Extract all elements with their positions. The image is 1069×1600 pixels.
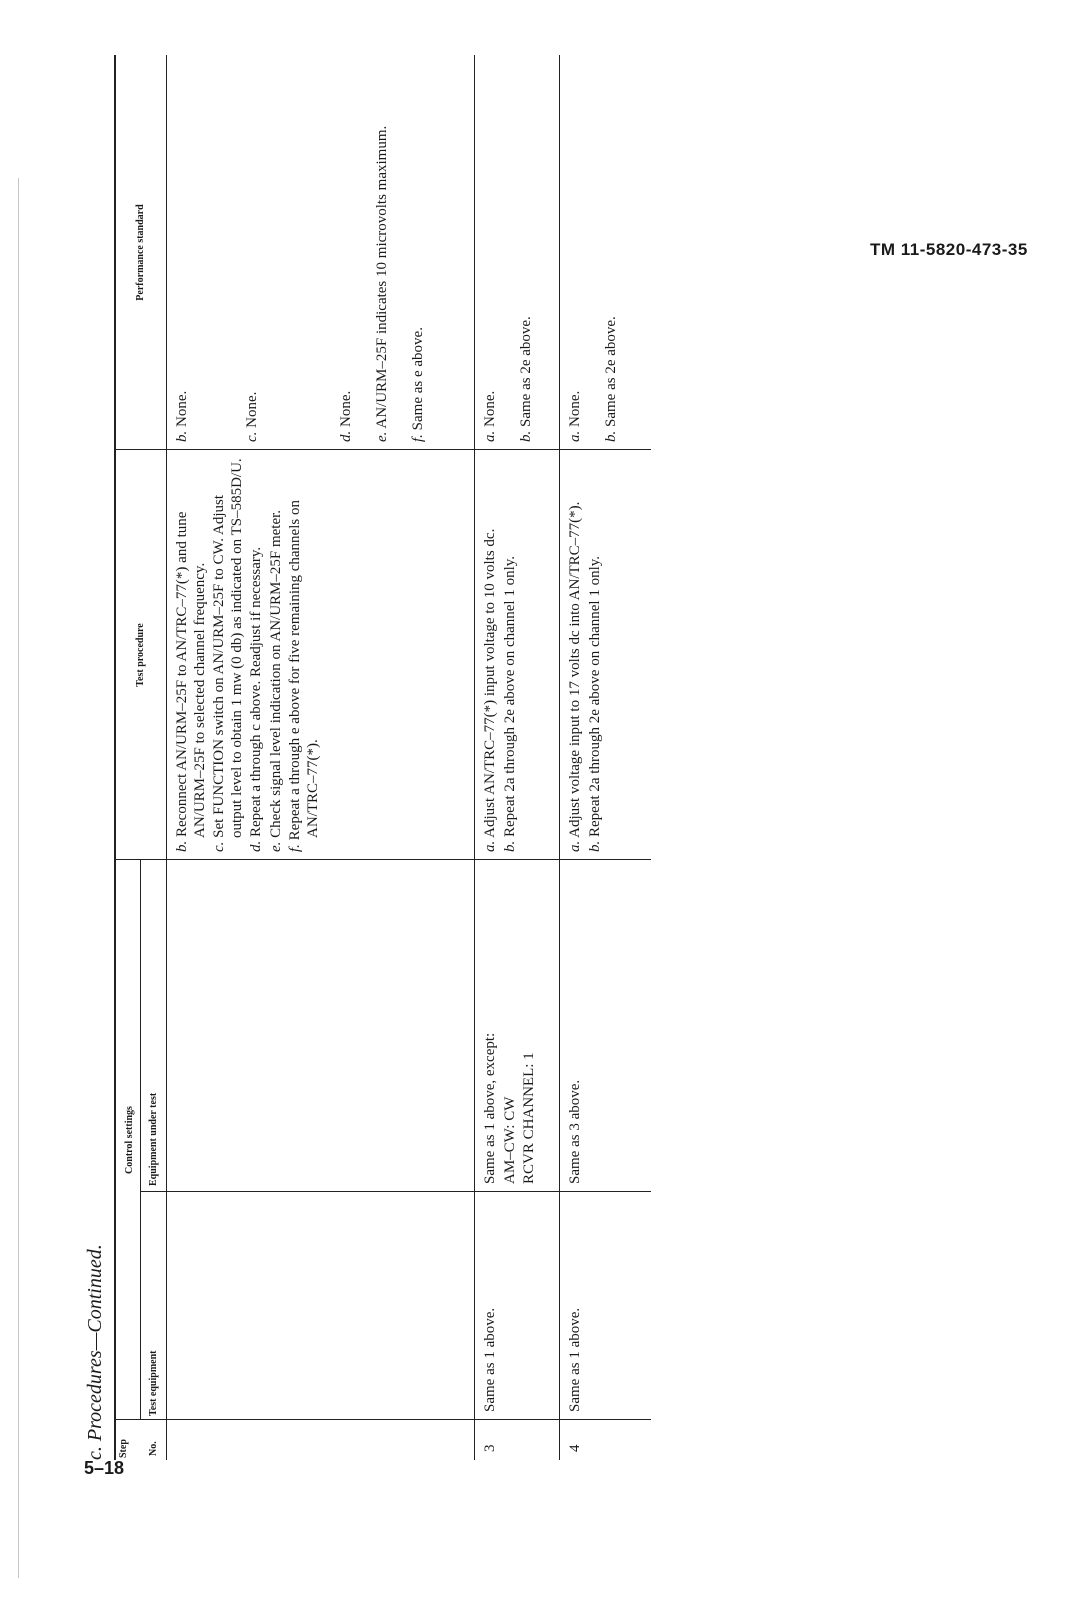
rule-under-control-settings [140,860,141,1420]
procedure-item: c. Set FUNCTION switch on AN/URM–25F to CW. Adjust output level to obtain 1 mw (0 db) as indicated on TS–585D/U. [211,458,245,852]
setting-line: RCVR CHANNEL: 1 [521,1052,537,1184]
header-step: Step [118,1439,129,1458]
standard-item: e. AN/URM–25F indicates 10 microvolts maximum. [374,125,390,442]
rule-under-header [166,55,167,1460]
row-3-performance-standard [476,55,559,450]
header-no: No. [148,1441,159,1456]
rotated-page-content [84,0,664,1460]
standard-item: b. Same as 2e above. [517,316,534,442]
row-2-no [168,1420,474,1460]
procedure-item: b. Reconnect AN/URM–25F to AN/TRC–77(*) and tune AN/URM–25F to selected channel frequency. [174,511,208,852]
procedures-table [114,55,651,1460]
row-4-performance-standard [561,55,651,450]
header-performance-standard: Performance standard [135,204,146,301]
row-4-equipment-under-test [561,860,651,1192]
page-number: 5–18 [84,1458,125,1478]
row-3-test-procedure [476,450,559,860]
procedure-item: b. Repeat 2a through 2e above on channel 1 only. [586,555,603,852]
procedure-item: e. Check signal level indication on AN/URM–25F meter. [267,509,284,852]
procedure-item: b. Repeat 2a through 2e above on channel 1 only. [501,555,518,852]
row-2-test-procedure [168,450,474,860]
standard-item: c. None. [244,391,260,442]
scan-margin-line [18,178,20,1578]
rule-before-step-4 [559,55,560,1460]
setting-line: AM–CW: CW [501,1096,518,1184]
procedure-item: a. Adjust voltage input to 17 volts dc into AN/TRC–77(*). [567,501,583,852]
header-test-equipment: Test equipment [148,1350,159,1416]
standard-item: b. Same as 2e above. [602,316,619,442]
procedure-item: d. Repeat a through c above. Readjust if necessary. [248,546,264,852]
standard-item: a. None. [482,390,498,442]
rule-before-step-3 [474,55,475,1460]
row-2-performance-standard [168,55,474,450]
header-test-procedure: Test procedure [135,623,146,687]
procedure-item: a. Adjust AN/TRC–77(*) input voltage to 10 volts dc. [482,528,498,852]
row-3-equipment-under-test [476,860,559,1192]
section-title [84,1244,107,1460]
setting-line: Same as 3 above. [567,1079,583,1184]
row-3-no: 3 [482,1444,498,1452]
document-id: TM 11-5820-473-35 [870,240,1028,259]
row-3-test-equipment: Same as 1 above. [482,1307,498,1412]
standard-item: b. None. [174,390,190,442]
row-2-test-equipment [168,1192,474,1420]
setting-line: Same as 1 above, except: [482,1032,498,1184]
standard-item: f. Same as e above. [410,327,426,442]
header-control-settings: Control settings [124,1106,135,1174]
header-equipment-under-test: Equipment under test [148,1092,159,1186]
standard-item: d. None. [338,390,354,442]
section-heading: Procedures—Continued. [84,1244,106,1442]
standard-item: a. None. [567,390,583,442]
row-2-equipment-under-test [168,860,474,1192]
row-4-test-procedure [561,450,651,860]
section-label: c. [84,1446,106,1460]
row-4-test-equipment: Same as 1 above. [567,1307,583,1412]
procedure-item: f. Repeat a through e above for five remaining channels on AN/TRC–77(*). [287,500,321,852]
row-4-no: 4 [567,1444,583,1452]
